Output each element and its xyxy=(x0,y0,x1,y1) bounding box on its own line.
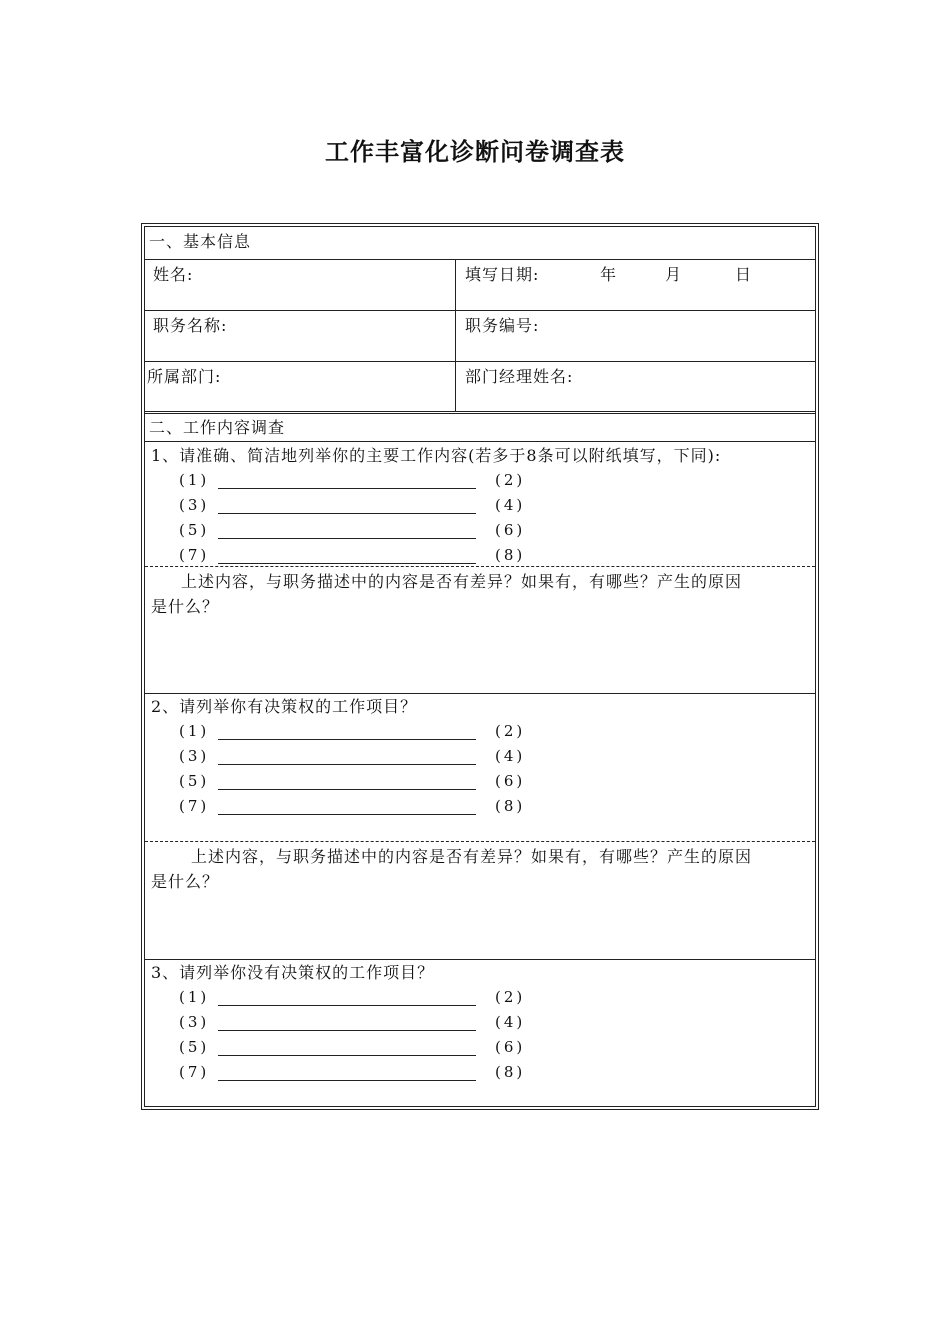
item-label: (8) xyxy=(495,1063,526,1081)
dept-label: 所属部门: xyxy=(147,367,222,386)
dashed-divider xyxy=(145,566,815,567)
q1-followup-line2: 是什么？ xyxy=(151,597,220,616)
item-label: (5) xyxy=(179,521,210,539)
item-label: (3) xyxy=(179,496,210,514)
item-label: (1) xyxy=(179,988,210,1006)
item-label: (2) xyxy=(495,471,526,489)
item-label: (2) xyxy=(495,722,526,740)
divider xyxy=(145,413,815,414)
item-label: (8) xyxy=(495,546,526,564)
q2-followup-line2: 是什么？ xyxy=(151,872,220,891)
answer-blank[interactable] xyxy=(218,814,476,815)
divider xyxy=(145,411,815,412)
item-label: (5) xyxy=(179,772,210,790)
answer-blank[interactable] xyxy=(218,1005,476,1006)
divider xyxy=(145,959,815,960)
answer-blank[interactable] xyxy=(218,739,476,740)
answer-blank[interactable] xyxy=(218,563,476,564)
item-label: (2) xyxy=(495,988,526,1006)
item-label: (7) xyxy=(179,1063,210,1081)
section1-heading: 一、基本信息 xyxy=(149,232,252,251)
item-label: (4) xyxy=(495,747,526,765)
section2-heading: 二、工作内容调查 xyxy=(149,418,286,437)
question-2: 2、请列举你有决策权的工作项目？ xyxy=(151,697,418,716)
fill-date-label: 填写日期: xyxy=(465,265,540,284)
question-1: 1、请准确、简洁地列举你的主要工作内容(若多于8条可以附纸填写，下同): xyxy=(151,446,722,465)
divider xyxy=(145,693,815,694)
item-label: (4) xyxy=(495,496,526,514)
item-label: (6) xyxy=(495,1038,526,1056)
answer-blank[interactable] xyxy=(218,488,476,489)
q2-followup-line1: 上述内容，与职务描述中的内容是否有差异？如果有，有哪些？产生的原因 xyxy=(191,847,753,866)
divider xyxy=(145,361,815,362)
item-label: (3) xyxy=(179,1013,210,1031)
answer-blank[interactable] xyxy=(218,764,476,765)
answer-blank[interactable] xyxy=(218,1055,476,1056)
answer-blank[interactable] xyxy=(218,538,476,539)
q1-followup-line1: 上述内容，与职务描述中的内容是否有差异？如果有，有哪些？产生的原因 xyxy=(181,572,743,591)
item-label: (7) xyxy=(179,546,210,564)
answer-blank[interactable] xyxy=(218,789,476,790)
question-3: 3、请列举你没有决策权的工作项目？ xyxy=(151,963,435,982)
column-divider xyxy=(455,259,456,411)
item-label: (1) xyxy=(179,722,210,740)
manager-label: 部门经理姓名: xyxy=(465,367,574,386)
day-label: 日 xyxy=(735,265,753,284)
item-label: (3) xyxy=(179,747,210,765)
item-label: (7) xyxy=(179,797,210,815)
job-number-label: 职务编号: xyxy=(465,316,540,335)
item-label: (6) xyxy=(495,772,526,790)
dashed-divider xyxy=(145,841,815,842)
item-label: (8) xyxy=(495,797,526,815)
answer-blank[interactable] xyxy=(218,1080,476,1081)
month-label: 月 xyxy=(665,265,683,284)
divider xyxy=(145,310,815,311)
questionnaire-form xyxy=(141,223,819,1110)
page-title: 工作丰富化诊断问卷调查表 xyxy=(325,138,625,166)
answer-blank[interactable] xyxy=(218,513,476,514)
divider xyxy=(145,259,815,260)
divider xyxy=(145,441,815,442)
item-label: (4) xyxy=(495,1013,526,1031)
year-label: 年 xyxy=(600,265,618,284)
item-label: (5) xyxy=(179,1038,210,1056)
form-inner-border xyxy=(144,226,816,1107)
name-label: 姓名: xyxy=(153,265,194,284)
answer-blank[interactable] xyxy=(218,1030,476,1031)
item-label: (1) xyxy=(179,471,210,489)
item-label: (6) xyxy=(495,521,526,539)
job-title-label: 职务名称: xyxy=(153,316,228,335)
